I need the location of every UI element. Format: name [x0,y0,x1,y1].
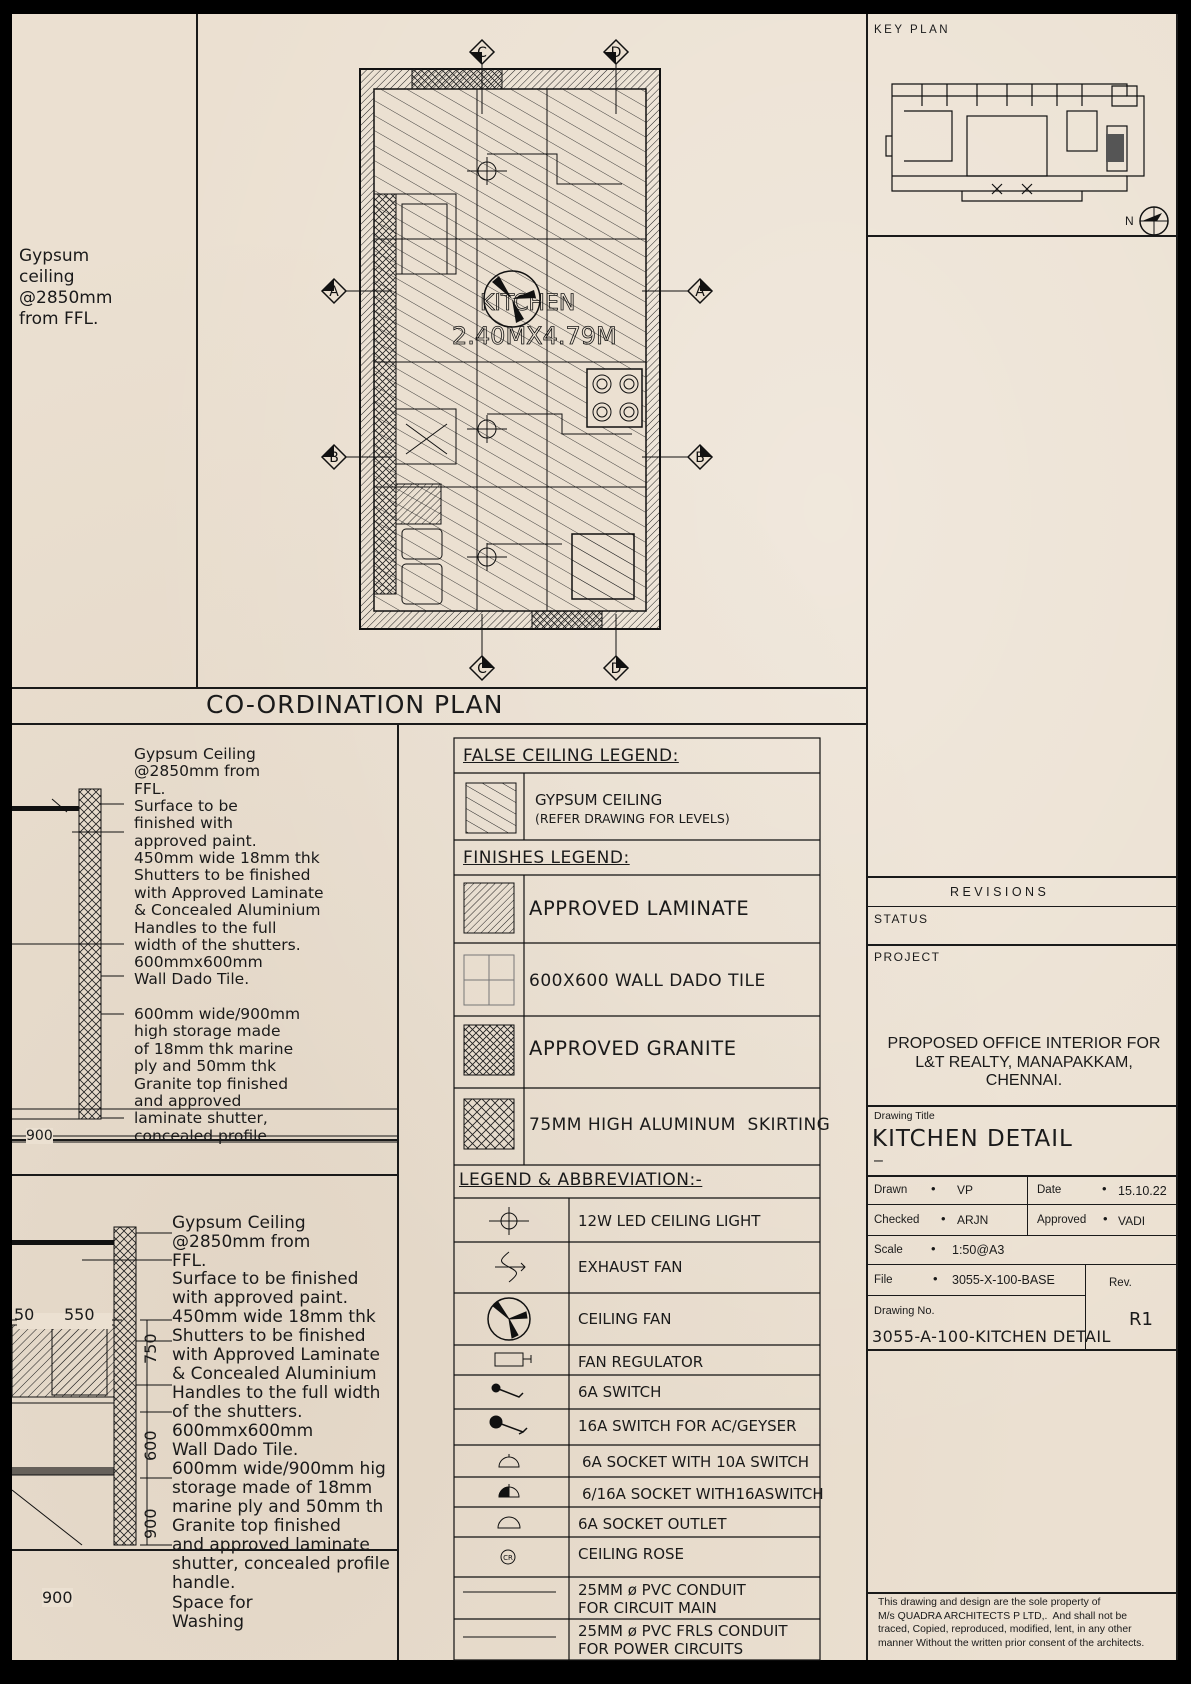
laminate-swatch [464,883,514,933]
section2-note-paint: Surface to be finished with approved paint. [172,1269,359,1308]
drawing-title-dash: – [874,1152,883,1169]
section1-note-storage: 600mm wide/900mm high storage made of 18mm thk marine ply and 50mm thk Granite top finished and approved laminate shutter, concealed profile [134,1005,301,1145]
room-name-label: KITCHEN [480,291,576,316]
section1-note-dado: 600mmx600mm Wall Dado Tile. [134,953,263,989]
section-marker-d-top: D [610,45,622,61]
section2-note-ceiling: Gypsum Ceiling @2850mm from FFL. [172,1213,311,1271]
finish-laminate-label: APPROVED LAMINATE [529,897,750,920]
project-label: PROJECT [874,950,941,964]
legend-6a-socket: 6A SOCKET WITH 10A SWITCH [582,1453,810,1471]
checked-label: Checked [874,1214,920,1226]
legend-fan-regulator: FAN REGULATOR [578,1353,704,1371]
section1-note-paint: Surface to be finished with approved paint. [134,797,257,850]
tb-line-checked-bottom [868,1235,1178,1236]
abbreviation-legend-heading: LEGEND & ABBREVIATION:- [459,1170,703,1190]
fan-regulator-icon [495,1353,531,1366]
scale-bullet: • [931,1241,936,1256]
rev-value: R1 [1129,1309,1153,1330]
copyright-notice: This drawing and design are the sole property of M/s QUADRA ARCHITECTS P LTD,. And shall not be traced, Copied, reproduced, modified, lent, in any other manner Without the written prior consent of the architects. [878,1597,1145,1649]
section1-note-shutters: 450mm wide 18mm thk Shutters to be finished with Approved Laminate & Concealed Aluminium Handles to the full width of the shutters. [134,849,324,955]
legend-exhaust-fan: EXHAUST FAN [578,1258,683,1276]
legend-ceiling-fan: CEILING FAN [578,1310,672,1328]
legend-conduit-power: 25MM ø PVC FRLS CONDUIT FOR POWER CIRCUITS [578,1622,788,1658]
scale-label: Scale [874,1244,903,1256]
file-label: File [874,1274,893,1286]
file-value: 3055-X-100-BASE [952,1273,1055,1287]
legend-led-ceiling-light: 12W LED CEILING LIGHT [578,1212,761,1230]
section2-note-washing: Space for Washing [172,1593,253,1632]
drawing-no-label: Drawing No. [874,1305,935,1317]
file-bullet: • [933,1271,938,1286]
status-label: STATUS [874,912,929,926]
drawing-title: KITCHEN DETAIL [872,1126,1073,1152]
tb-line-drawingno-bottom [868,1349,1178,1351]
drawing-sheet [12,14,1178,1660]
false-ceiling-legend-heading: FALSE CEILING LEGEND: [463,746,679,766]
north-arrow-icon [1137,204,1171,238]
gypsum-ceiling-note: Gypsum ceiling @2850mm from FFL. [19,246,113,329]
kitchen-floor-plan [302,14,742,694]
section2-note-dado: 600mmx600mm Wall Dado Tile. [172,1421,314,1460]
tb-right-border [1176,14,1178,1660]
skirting-swatch [464,1099,514,1149]
key-plan-label: KEY PLAN [874,24,951,36]
drawing-no-value: 3055-A-100-KITCHEN DETAIL [872,1327,1111,1346]
gypsum-ceiling-title: GYPSUM CEILING [535,791,663,809]
ceiling-fan-icon [488,1298,530,1340]
tb-line-title-bottom [868,1175,1178,1177]
socket-16a-icon [499,1484,519,1497]
drawn-value: VP [957,1183,974,1197]
drawn-bullet: • [931,1181,936,1196]
section2-note-storage: 600mm wide/900mm hig storage made of 18mm marine ply and 50mm th Granite top finished and approved laminate shutter, concealed profile handle. [172,1460,390,1593]
legend-6a-switch: 6A SWITCH [578,1383,662,1401]
tb-line-status-bottom [868,944,1178,946]
section1-note-ceiling: Gypsum Ceiling @2850mm from FFL. [134,745,261,798]
socket-6a-icon [499,1454,519,1467]
section-marker-b-left: B [329,450,339,466]
tb-line-revisions-top [868,876,1178,878]
checked-value: ARJN [957,1213,989,1227]
tb-vline-date [1027,1175,1028,1235]
section2-dim-900-vertical: 900 [141,1508,160,1539]
drawn-label: Drawn [874,1184,908,1196]
approved-bullet: • [1103,1211,1108,1226]
dado-tile-swatch [464,955,514,1005]
switch-6a-icon [492,1384,523,1397]
drawing-title-label: Drawing Title [874,1110,935,1122]
finish-dado-tile-label: 600X600 WALL DADO TILE [529,971,766,991]
frame-divider-middle [397,723,399,1660]
finishes-legend-heading: FINISHES LEGEND: [463,848,630,868]
section2-dim-750: 750 [141,1333,160,1364]
legend-16a-switch: 16A SWITCH FOR AC/GEYSER [578,1417,797,1435]
tb-line-revisions-bottom [868,906,1178,907]
finish-skirting-label: 75MM HIGH ALUMINUM SKIRTING [529,1115,831,1135]
frame-divider-top-left [196,14,198,688]
legend-conduit-main: 25MM ø PVC CONDUIT FOR CIRCUIT MAIN [578,1581,746,1617]
gypsum-ceiling-swatch [466,783,516,833]
tb-line-drawn-bottom [868,1204,1178,1205]
project-name: PROPOSED OFFICE INTERIOR FOR L&T REALTY, MANAPAKKAM, CHENNAI. [887,1035,1161,1089]
section-marker-c-top: C [477,45,487,61]
switch-16a-icon [490,1416,527,1434]
checked-bullet: • [941,1211,946,1226]
granite-swatch [464,1025,514,1075]
section2-note-shutters: 450mm wide 18mm thk Shutters to be finished with Approved Laminate & Concealed Aluminium Handles to the full width of the shutters. [172,1307,381,1422]
plan-title: CO-ORDINATION PLAN [206,690,504,719]
tb-line-file-bottom [868,1295,1086,1296]
tb-line-project-bottom [868,1105,1178,1107]
ceiling-rose-glyph: CR [503,1554,513,1562]
date-label: Date [1037,1184,1062,1196]
gypsum-ceiling-note: (REFER DRAWING FOR LEVELS) [535,811,730,826]
tb-line-scale-bottom [868,1264,1178,1265]
legend-ceiling-rose: CEILING ROSE [578,1545,684,1563]
room-size-label: 2.40MX4.79M [452,322,617,350]
approved-value: VADI [1118,1214,1146,1228]
date-bullet: • [1102,1181,1107,1196]
key-plan-drawing [882,66,1162,216]
section2-dim-550: 550 [64,1305,95,1324]
section-marker-c-bottom: C [477,661,487,677]
socket-outlet-icon [498,1517,520,1528]
section2-dim-50: 50 [14,1305,35,1324]
section-marker-a-right: A [695,284,705,300]
section1-dim-900: 900 [26,1128,53,1144]
legend-socket-outlet: 6A SOCKET OUTLET [578,1515,727,1533]
tb-line-copyright-top [868,1592,1178,1594]
scale-value: 1:50@A3 [952,1243,1005,1257]
finish-granite-label: APPROVED GRANITE [529,1037,737,1060]
ceiling-rose-icon [501,1550,515,1564]
section-marker-a-left: A [329,284,339,300]
tb-line-keyplan-bottom [868,235,1178,237]
section2-dim-900: 900 [42,1588,73,1607]
revisions-label: R E V I S I O N S [950,885,1046,899]
section2-dim-600: 600 [141,1430,160,1461]
north-label: N [1125,214,1134,228]
approved-label: Approved [1037,1214,1087,1226]
led-ceiling-light-icon [489,1207,529,1235]
legend-table [441,725,831,1660]
exhaust-fan-icon [495,1252,525,1282]
section-marker-d-bottom: D [610,661,622,677]
rev-label: Rev. [1109,1277,1132,1289]
date-value: 15.10.22 [1118,1184,1167,1198]
frame-divider-vertical-main [866,14,868,1660]
section-marker-b-right: B [695,450,705,466]
legend-16a-socket: 6/16A SOCKET WITH16ASWITCH [582,1485,824,1503]
